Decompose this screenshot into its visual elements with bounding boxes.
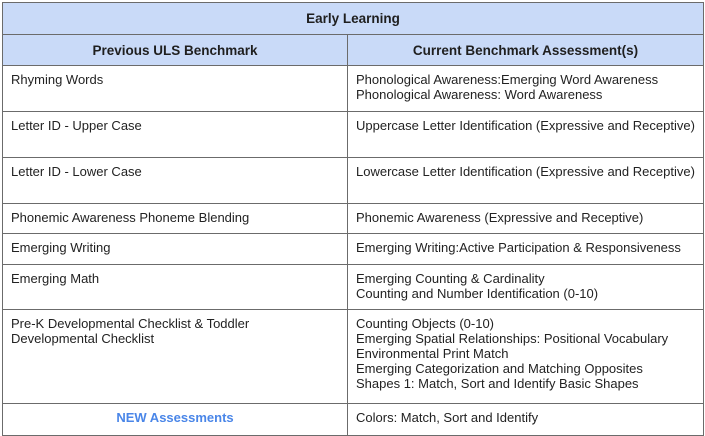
assessment-line: Phonological Awareness:Emerging Word Awareness (356, 72, 659, 87)
table-title: Early Learning (3, 3, 704, 35)
previous-benchmark-cell: Letter ID - Upper Case (3, 112, 348, 158)
current-assessment-cell (348, 265, 704, 310)
table-row (3, 204, 704, 234)
table-header-row (3, 35, 704, 66)
current-assessment-cell (348, 204, 704, 234)
assessment-line: Uppercase Letter Identification (Expressive and Receptive) (356, 118, 695, 133)
current-assessment-cell (348, 310, 704, 404)
previous-benchmark-cell: Rhyming Words (3, 66, 348, 112)
previous-benchmark-cell: Phonemic Awareness Phoneme Blending (3, 204, 348, 234)
table-row (3, 66, 704, 112)
assessment-line: Counting Objects (0-10) (356, 316, 495, 331)
table-row (3, 310, 704, 404)
assessment-line: Colors: Match, Sort and Identify (356, 410, 539, 425)
assessment-line: Environmental Print Match (356, 346, 509, 361)
previous-benchmark-cell: Letter ID - Lower Case (3, 158, 348, 204)
current-assessment-cell (348, 112, 704, 158)
table-row (3, 234, 704, 265)
table-row (3, 404, 704, 436)
table-row (3, 158, 704, 204)
current-assessment-cell (348, 158, 704, 204)
current-assessment-cell (348, 234, 704, 265)
assessment-line: Phonemic Awareness (Expressive and Receptive) (356, 210, 644, 225)
assessment-line: Emerging Categorization and Matching Opposites (356, 361, 643, 376)
assessment-line: Phonological Awareness: Word Awareness (356, 87, 603, 102)
header-current-assessment: Current Benchmark Assessment(s) (348, 35, 704, 66)
assessment-line: Shapes 1: Match, Sort and Identify Basic Shapes (356, 376, 639, 391)
table-title-row (3, 3, 704, 35)
previous-benchmark-cell: Emerging Writing (3, 234, 348, 265)
assessment-line: Emerging Writing:Active Participation & Responsiveness (356, 240, 681, 255)
benchmark-table (2, 2, 704, 436)
current-assessment-cell (348, 66, 704, 112)
previous-benchmark-cell: Emerging Math (3, 265, 348, 310)
new-assessments-label: NEW Assessments (3, 404, 348, 436)
assessment-line: Emerging Spatial Relationships: Positional Vocabulary (356, 331, 669, 346)
previous-benchmark-cell: Pre-K Developmental Checklist & Toddler Developmental Checklist (3, 310, 348, 404)
assessment-line: Emerging Counting & Cardinality (356, 271, 545, 286)
assessment-line: Lowercase Letter Identification (Expressive and Receptive) (356, 164, 695, 179)
current-assessment-cell (348, 404, 704, 436)
table-row (3, 265, 704, 310)
table-row (3, 112, 704, 158)
header-previous-benchmark: Previous ULS Benchmark (3, 35, 348, 66)
assessment-line: Counting and Number Identification (0-10) (356, 286, 599, 301)
